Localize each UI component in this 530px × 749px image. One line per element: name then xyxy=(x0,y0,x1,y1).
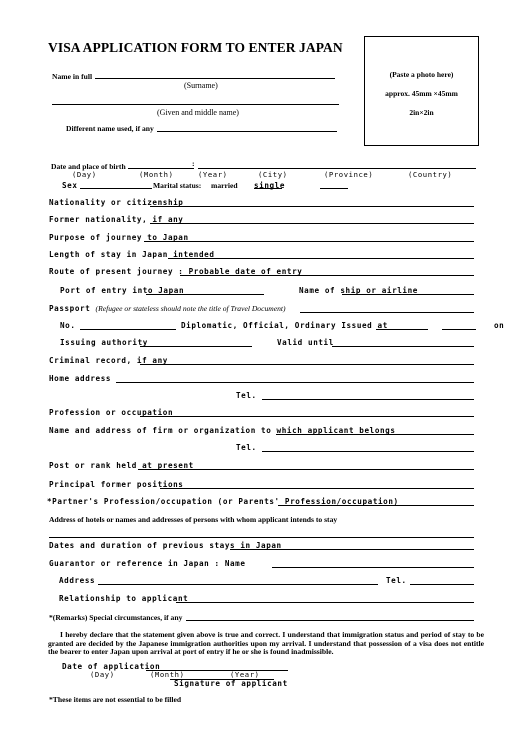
home-address-label: Home address xyxy=(49,374,112,383)
passport-issue-date-field[interactable] xyxy=(442,329,476,330)
signature-label: Signature of applicant xyxy=(174,679,288,688)
valid-until-field[interactable] xyxy=(332,346,474,347)
different-name-field[interactable] xyxy=(157,131,337,132)
remarks-field[interactable] xyxy=(186,620,474,621)
purpose-label: Purpose of journey to Japan xyxy=(49,233,189,242)
partner-field[interactable] xyxy=(278,505,474,506)
firm-field[interactable] xyxy=(276,434,474,435)
marital-single-option[interactable]: single xyxy=(254,181,286,190)
declaration-text xyxy=(48,631,484,657)
nationality-label: Nationality or citizenship xyxy=(49,198,184,207)
footnote: *These items are not essential to be filled xyxy=(49,695,182,704)
application-year-caption: (Year) xyxy=(230,670,260,679)
criminal-record-field[interactable] xyxy=(140,364,474,365)
guarantor-address-label: Address xyxy=(59,576,96,585)
profession-label: Profession or occupation xyxy=(49,408,174,417)
passport-types-label: Diplomatic, Official, Ordinary Issued at xyxy=(181,321,388,330)
length-of-stay-field[interactable] xyxy=(168,258,474,259)
home-address-field[interactable] xyxy=(116,382,474,383)
different-name-label: Different name used, if any xyxy=(66,124,154,133)
passport-note: (Refugee or stateless should note the title of Travel Document) xyxy=(95,304,286,313)
sex-field[interactable] xyxy=(80,188,152,189)
form-title: VISA APPLICATION FORM TO ENTER JAPAN xyxy=(48,40,343,55)
passport-no-field[interactable] xyxy=(80,329,176,330)
birth-place-field[interactable] xyxy=(198,168,476,169)
application-day-caption: (Day) xyxy=(90,670,115,679)
guarantor-tel-field[interactable] xyxy=(410,584,474,585)
principal-former-field[interactable] xyxy=(160,488,474,489)
birth-city-caption: (City) xyxy=(258,170,288,179)
guarantor-label: Guarantor or reference in Japan : Name xyxy=(49,559,246,568)
passport-label-text: Passport xyxy=(49,304,91,313)
guarantor-tel-label: Tel. xyxy=(386,576,407,585)
photo-instruction: (Paste a photo here) xyxy=(389,70,454,79)
principal-former-label: Principal former positions xyxy=(49,480,184,489)
guarantor-name-field[interactable] xyxy=(272,567,474,568)
firm-tel-field[interactable] xyxy=(262,451,474,452)
birth-province-caption: (Province) xyxy=(324,170,374,179)
purpose-field[interactable] xyxy=(144,241,474,242)
post-label: Post or rank held at present xyxy=(49,461,194,470)
birth-country-caption: (Country) xyxy=(408,170,453,179)
partner-label: *Partner's Profession/occupation (or Parents' Profession/occupation) xyxy=(47,497,399,506)
former-nationality-label: Former nationality, if any xyxy=(49,215,184,224)
route-field[interactable] xyxy=(180,275,474,276)
port-of-entry-field[interactable] xyxy=(146,294,264,295)
given-name-caption: (Given and middle name) xyxy=(157,108,239,117)
profession-field[interactable] xyxy=(140,416,474,417)
firm-label: Name and address of firm or organization to which applicant belongs xyxy=(49,426,396,435)
previous-stays-field[interactable] xyxy=(230,549,474,550)
passport-label xyxy=(49,304,286,313)
passport-field[interactable] xyxy=(300,312,474,313)
guarantor-address-field[interactable] xyxy=(98,584,378,585)
issuing-authority-label: Issuing authority xyxy=(60,338,148,347)
nationality-field[interactable] xyxy=(150,206,474,207)
birth-label: Date and place of birth xyxy=(51,162,126,171)
given-name-field[interactable] xyxy=(52,104,339,105)
surname-field[interactable] xyxy=(95,78,335,79)
birth-date-field[interactable] xyxy=(128,168,194,169)
sex-label: Sex xyxy=(62,181,78,190)
valid-until-label: Valid until xyxy=(277,338,334,347)
relationship-field[interactable] xyxy=(176,602,474,603)
former-nationality-field[interactable] xyxy=(150,223,474,224)
surname-caption: (Surname) xyxy=(184,81,218,90)
issuing-authority-field[interactable] xyxy=(140,346,252,347)
marital-status-label: Marital status: xyxy=(153,181,202,190)
birth-colon: : xyxy=(192,159,195,168)
post-field[interactable] xyxy=(138,469,474,470)
port-of-entry-label: Port of entry into Japan xyxy=(60,286,185,295)
photo-box[interactable] xyxy=(364,36,479,146)
date-of-application-label: Date of application xyxy=(62,662,161,671)
photo-size-mm: approx. 45mm ×45mm xyxy=(385,89,458,98)
declaration-body: I hereby declare that the statement given above is true and correct. I understand that immigration status and period of stay to be granted are decided by the Japanese immigration authorities upon my arrival. I understand that possession of a visa does not entitle the bearer to enter Japan upon arrival at port of entry if he or she is found inadmissible. xyxy=(48,630,484,657)
relationship-label: Relationship to applicant xyxy=(59,594,189,603)
passport-on-label: on xyxy=(494,321,505,330)
application-month-caption: (Month) xyxy=(150,670,185,679)
ship-airline-label: Name of ship or airline xyxy=(299,286,418,295)
home-tel-label: Tel. xyxy=(236,391,257,400)
ship-airline-field[interactable] xyxy=(342,294,474,295)
passport-no-label: No. xyxy=(60,321,76,330)
firm-tel-label: Tel. xyxy=(236,443,257,452)
criminal-record-label: Criminal record, if any xyxy=(49,356,168,365)
route-label: Route of present journey : Probable date of entry xyxy=(49,267,303,276)
hotels-label: Address of hotels or names and addresses of persons with whom applicant intends to stay xyxy=(49,515,338,524)
photo-size-in: 2in×2in xyxy=(409,108,434,117)
marital-other-field[interactable] xyxy=(320,188,348,189)
birth-day-caption: (Day) xyxy=(72,170,97,179)
hotels-field[interactable] xyxy=(49,537,474,538)
birth-year-caption: (Year) xyxy=(198,170,228,179)
name-label: Name in full xyxy=(52,72,93,81)
remarks-label: *(Remarks) Special circumstances, if any xyxy=(49,613,183,622)
passport-issued-at-field[interactable] xyxy=(376,329,428,330)
previous-stays-label: Dates and duration of previous stays in Japan xyxy=(49,541,282,550)
birth-month-caption: (Month) xyxy=(139,170,174,179)
marital-single-underline xyxy=(254,188,282,189)
home-tel-field[interactable] xyxy=(262,399,474,400)
length-of-stay-label: Length of stay in Japan intended xyxy=(49,250,215,259)
marital-married-option[interactable]: married xyxy=(211,181,238,190)
